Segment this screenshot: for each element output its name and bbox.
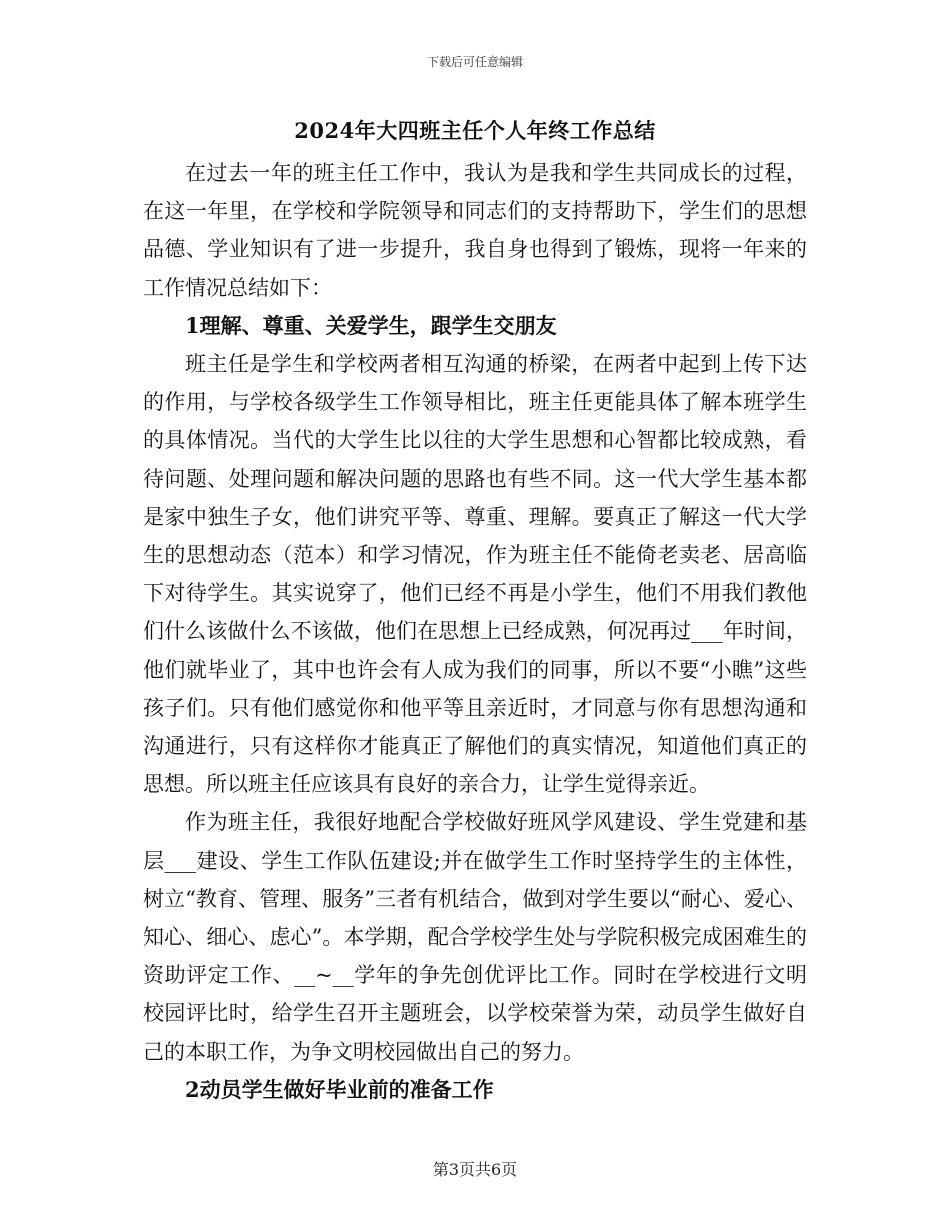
page-header-note: 下载后可任意编辑 (426, 55, 523, 69)
document-title: 2024年大四班主任个人年终工作总结 (294, 118, 656, 143)
document-body (143, 112, 807, 1109)
section-1-heading: 1理解、尊重、关爱学生，跟学生交朋友 (185, 312, 557, 338)
section-1-paragraph-1: 班主任是学生和学校两者相互沟通的桥梁，在两者中起到上传下达的作用，与学校各级学生工作领导相比，班主任更能具体了解本班学生的具体情况。当代的大学生比以往的大学生思想和心智都比较成熟，看待问题、处理问题和解决问题的思路也有些不同。这一代大学生基本都是家中独生子女，他们讲究平等、尊重、理解。要真正了解这一代大学生的思想动态（范本）和学习情况，作为班主任不能倚老卖老、居高临下对待学生。其实说穿了，他们已经不再是小学生，他们不用我们教他们什么该做什么不该做，他们在思想上已经成熟，何况再过___年时间，他们就毕业了，其中也许会有人成为我们的同事，所以不要“小瞧”这些孩子们。只有他们感觉你和他平等且亲近时，才同意与你有思想沟通和沟通进行，只有这样你才能真正了解他们的真实情况，知道他们真正的思想。所以班主任应该具有良好的亲合力，让学生觉得亲近。 (143, 352, 807, 797)
section-1-paragraph-2: 作为班主任，我很好地配合学校做好班风学风建设、学生党建和基层___建设、学生工作队伍建设;并在做学生工作时坚持学生的主体性，树立“教育、管理、服务”三者有机结合，做到对学生要以“耐心、爱心、知心、细心、虑心”。本学期，配合学校学生处与学院积极完成困难生的资助评定工作、__~__学年的争先创优评比工作。同时在学校进行文明校园评比时，给学生召开主题班会，以学校荣誉为荣，动员学生做好自己的本职工作，为争文明校园做出自己的努力。 (143, 810, 807, 1064)
page-number: 第3页共6页 (432, 1160, 518, 1179)
intro-paragraph: 在过去一年的班主任工作中，我认为是我和学生共同成长的过程，在这一年里，在学校和学院领导和同志们的支持帮助下，学生们的思想品德、学业知识有了进一步提升，我自身也得到了锻炼，现将一年来的工作情况总结如下： (143, 161, 807, 300)
section-2-heading: 2动员学生做好毕业前的准备工作 (185, 1076, 494, 1102)
